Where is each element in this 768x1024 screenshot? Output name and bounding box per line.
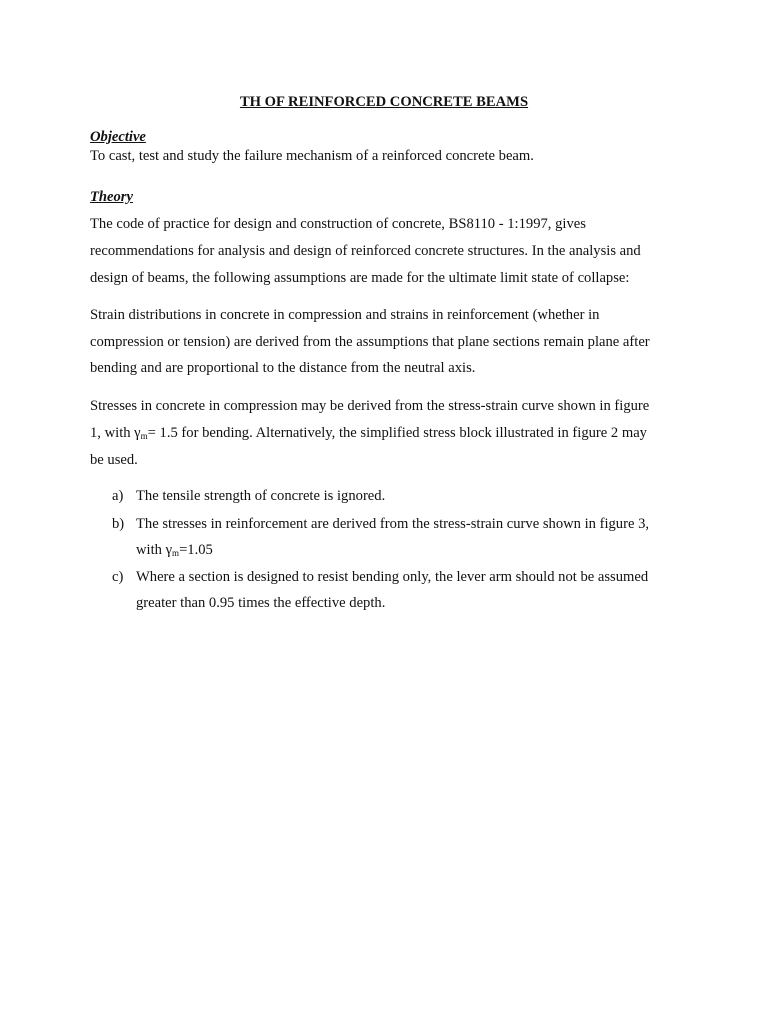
theory-p3-line-3: be used.: [90, 452, 138, 468]
list-item-c: [112, 569, 648, 586]
theory-heading: Theory: [90, 189, 133, 205]
list-marker-b: b): [112, 516, 125, 532]
theory-p3-line-1: Stresses in concrete in compression may be derived from the stress-strain curve shown in figure: [90, 398, 650, 414]
document-title: TH OF REINFORCED CONCRETE BEAMS: [239, 94, 529, 110]
list-item-b-text: The stresses in reinforcement are derived from the stress-strain curve shown in figure 3,: [136, 516, 650, 532]
list-item-a-text: The tensile strength of concrete is ignored.: [136, 488, 386, 504]
theory-p2-line-3: bending and are proportional to the distance from the neutral axis.: [90, 360, 476, 376]
theory-p2-line-1: Strain distributions in concrete in compression and strains in reinforcement (whether in: [90, 307, 600, 323]
theory-p3-line-2-pre: 1, with γ: [90, 425, 141, 441]
theory-p1-line-3: design of beams, the following assumptions are made for the ultimate limit state of collapse:: [90, 270, 630, 286]
theory-p1-line-2: recommendations for analysis and design of reinforced concrete structures. In the analysis and: [90, 243, 641, 259]
list-item-b-cont-pre: with γ: [136, 542, 173, 558]
list-marker-a: a): [112, 488, 124, 504]
list-item-b: [112, 516, 649, 533]
list-item-b-cont-post: =1.05: [179, 542, 213, 558]
theory-p3-line-2-post: = 1.5 for bending. Alternatively, the simplified stress block illustrated in figure 2 may: [147, 425, 647, 441]
theory-p1-line-1: The code of practice for design and construction of concrete, BS8110 - 1:1997, gives: [90, 216, 586, 232]
list-item-c-continuation: greater than 0.95 times the effective depth.: [136, 595, 386, 611]
list-item-b-continuation: [136, 542, 213, 559]
list-item-a: [112, 488, 385, 505]
objective-text: To cast, test and study the failure mechanism of a reinforced concrete beam.: [90, 148, 534, 164]
theory-p3-line-2: [90, 425, 647, 442]
gamma-subscript: m: [172, 548, 180, 558]
objective-heading: Objective: [90, 129, 146, 145]
theory-p2-line-2: compression or tension) are derived from the assumptions that plane sections remain plane after: [90, 334, 650, 350]
list-item-c-text: Where a section is designed to resist bending only, the lever arm should not be assumed: [136, 569, 649, 585]
list-marker-c: c): [112, 569, 124, 585]
gamma-subscript: m: [140, 431, 148, 441]
